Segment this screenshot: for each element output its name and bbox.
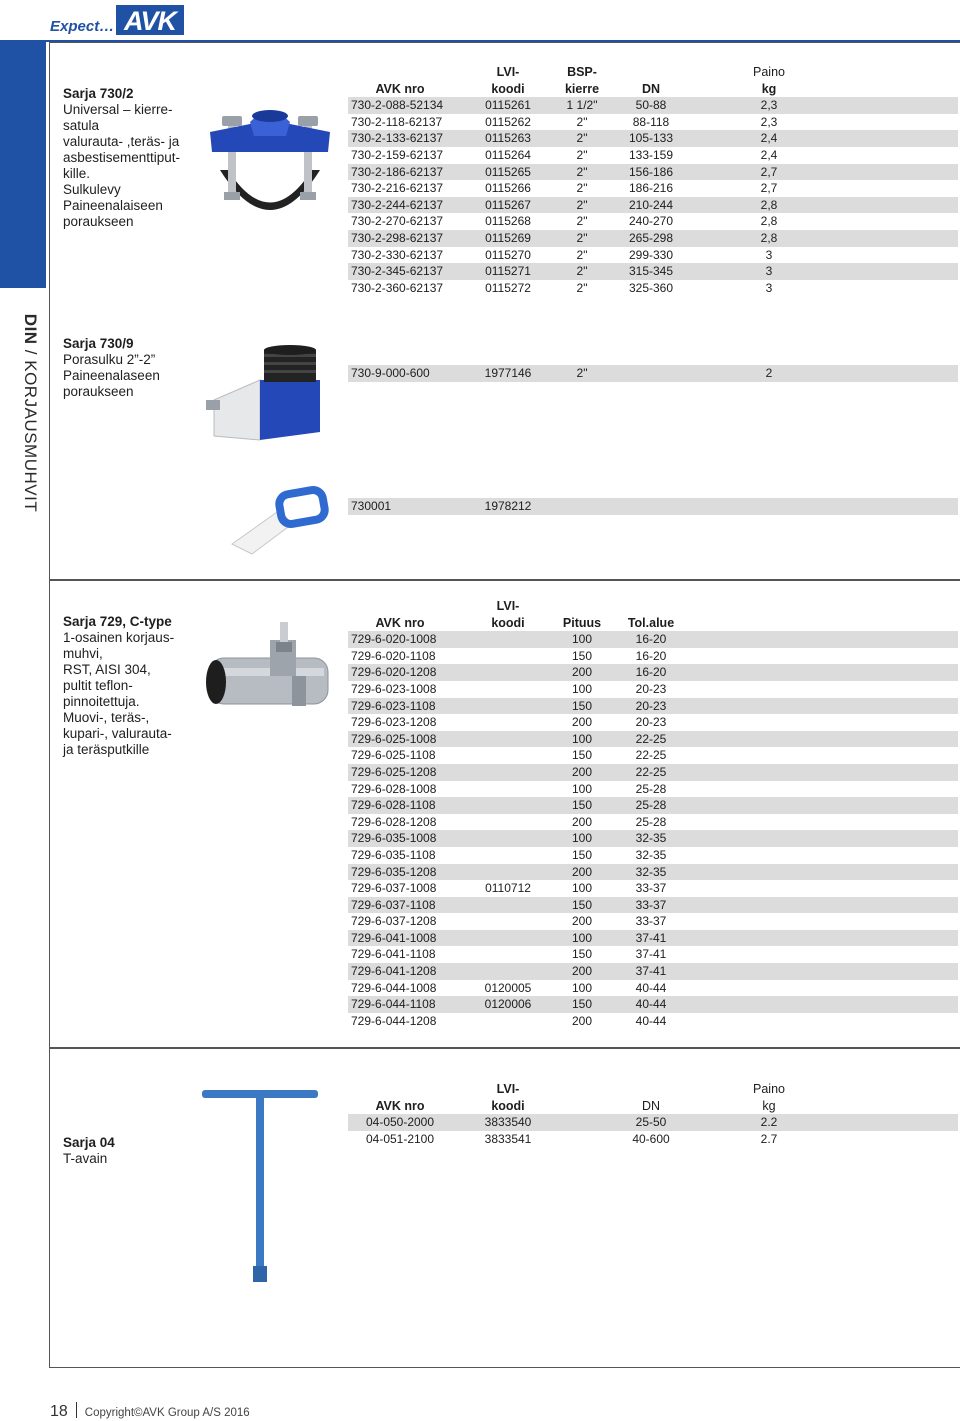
cell-pituus: 150 (571, 748, 593, 763)
table-row (348, 830, 958, 847)
series-title: Sarja 730/9 (63, 336, 134, 351)
col-lvi-header: LVI- (496, 1082, 520, 1096)
cell-bsp-kierre: 2" (576, 181, 588, 196)
cell-avk-nro: 730-2-133-62137 (351, 131, 444, 146)
cell-pituus: 100 (571, 881, 593, 896)
table-row (348, 847, 958, 864)
cell-lvi-koodi: 0110712 (485, 881, 531, 896)
cell-lvi-koodi: 0115265 (485, 164, 531, 179)
cell-tol-alue: 40-44 (635, 1013, 667, 1028)
cell-tol-alue: 20-23 (635, 715, 667, 730)
table-row (348, 180, 958, 197)
cell-avk-nro: 729-6-020-1208 (351, 665, 437, 680)
col-avk-header: AVK nro (375, 81, 425, 96)
cell-pituus: 200 (571, 715, 593, 730)
cell-pituus: 150 (571, 698, 593, 713)
cell-dn: 265-298 (628, 230, 674, 245)
description-line: satula (63, 118, 100, 133)
cell-paino: 2,8 (760, 230, 778, 245)
drilling-key-image (226, 484, 336, 564)
cell-dn: 186-216 (628, 181, 674, 196)
table-row (348, 781, 958, 798)
page-footer (50, 1402, 250, 1421)
col-dn-header: DN (641, 81, 661, 96)
table-sarja-730-9 (348, 365, 958, 382)
cell-tol-alue: 25-28 (635, 798, 667, 813)
t-key-image (196, 1084, 326, 1289)
cell-dn: 88-118 (632, 114, 670, 129)
cell-avk-nro: 729-6-037-1208 (351, 914, 437, 929)
cell-avk-nro: 730-2-159-62137 (351, 147, 444, 162)
table-sarja-04 (348, 1081, 958, 1147)
col-lvi-header: LVI- (496, 65, 520, 79)
table-header-row (348, 1098, 958, 1115)
cell-bsp-kierre: 2" (576, 197, 588, 212)
description-line: muhvi, (63, 646, 103, 661)
cell-pituus: 150 (571, 847, 593, 862)
cell-bsp-kierre: 2" (576, 114, 588, 129)
cell-dn: 156-186 (628, 164, 674, 179)
table-row (348, 913, 958, 930)
cell-lvi-koodi: 0115262 (485, 114, 531, 129)
cell-pituus: 100 (571, 731, 593, 746)
description-line: Sulkulevy (63, 182, 121, 197)
table-sarja-730-9-key (348, 498, 958, 515)
table-row (348, 365, 958, 382)
cell-lvi-koodi: 0120006 (484, 997, 532, 1012)
table-row (348, 97, 958, 114)
table-row (348, 698, 958, 715)
drilling-plug-image (200, 340, 340, 450)
table-row (348, 213, 958, 230)
table-row (348, 681, 958, 698)
repair-clamp-image (200, 618, 340, 728)
cell-bsp-kierre: 2" (576, 214, 588, 229)
cell-dn: 210-244 (628, 197, 674, 212)
cell-avk-nro: 730-2-244-62137 (351, 197, 444, 212)
cell-tol-alue: 32-35 (635, 864, 667, 879)
col-lvi-header: LVI- (496, 599, 520, 613)
cell-avk-nro: 729-6-025-1208 (351, 764, 437, 779)
table-row (348, 864, 958, 881)
cell-tol-alue: 37-41 (635, 930, 667, 945)
cell-pituus: 200 (571, 964, 593, 979)
cell-pituus: 100 (571, 632, 593, 647)
cell-avk-nro: 729-6-041-1208 (351, 964, 437, 979)
col-avk-header: AVK nro (375, 1098, 425, 1113)
table-row (348, 247, 958, 264)
cell-paino: 2,7 (760, 164, 778, 179)
cell-tol-alue: 32-35 (635, 847, 667, 862)
cell-avk-nro: 729-6-023-1008 (351, 681, 437, 696)
svg-text:AVK: AVK (123, 6, 177, 35)
cell-avk-nro: 729-6-025-1108 (351, 748, 436, 763)
cell-pituus: 150 (571, 798, 593, 813)
table-row (348, 1131, 958, 1148)
cell-lvi-koodi: 0120005 (484, 980, 532, 995)
cell-pituus: 100 (571, 831, 593, 846)
description-line: RST, AISI 304, (63, 662, 151, 677)
col-lvi-header: koodi (491, 1098, 525, 1113)
cell-avk-nro: 730-2-186-62137 (351, 164, 444, 179)
cell-paino: 2.2 (760, 1115, 778, 1130)
col-pituus-header: Pituus (562, 615, 602, 630)
cell-bsp-kierre: 2" (576, 264, 588, 279)
cell-avk-nro: 729-6-035-1108 (351, 847, 436, 862)
table-row (348, 498, 958, 515)
cell-avk-nro: 729-6-028-1208 (351, 814, 437, 829)
cell-avk-nro: 730-2-360-62137 (351, 280, 444, 295)
side-category-label: DIN / KORJAUSMUHVIT (21, 313, 40, 513)
table-header-row (348, 81, 958, 98)
cell-lvi-koodi: 0115272 (485, 280, 531, 295)
description-line: kupari-, valurauta- (63, 726, 172, 741)
cell-lvi-koodi: 0115271 (485, 264, 531, 279)
cell-pituus: 100 (571, 930, 593, 945)
cell-bsp-kierre: 1 1/2" (566, 98, 598, 113)
table-row (348, 930, 958, 947)
cell-pituus: 100 (571, 781, 593, 796)
cell-paino: 2,8 (760, 214, 778, 229)
cell-lvi-koodi: 0115270 (485, 247, 531, 262)
cell-paino: 2.7 (760, 1131, 778, 1146)
cell-avk-nro: 730-2-298-62137 (351, 230, 444, 245)
table-row (348, 996, 958, 1013)
description-line: poraukseen (63, 384, 134, 399)
description-line: valurauta- ,teräs- ja (63, 134, 180, 149)
cell-tol-alue: 16-20 (635, 632, 667, 647)
table-row (348, 731, 958, 748)
cell-bsp-kierre: 2" (576, 247, 588, 262)
cell-dn: 50-88 (635, 98, 667, 113)
cell-pituus: 200 (571, 764, 593, 779)
table-header-row (348, 615, 958, 632)
cell-bsp-kierre: 2" (576, 366, 588, 380)
table-row (348, 130, 958, 147)
cell-avk-nro: 729-6-044-1208 (351, 1013, 437, 1028)
cell-tol-alue: 25-28 (635, 781, 667, 796)
description-line: T-avain (63, 1151, 108, 1166)
cell-pituus: 150 (571, 947, 593, 962)
cell-avk-nro: 730001 (351, 499, 392, 513)
cell-dn: 240-270 (628, 214, 674, 229)
table-row (348, 648, 958, 665)
table-row (348, 714, 958, 731)
description-line: asbestisementtiput- (63, 150, 181, 165)
cell-avk-nro: 730-2-270-62137 (351, 214, 444, 229)
cell-lvi-koodi: 0115261 (485, 98, 531, 113)
cell-paino: 3 (765, 264, 773, 279)
cell-lvi-koodi: 0115266 (485, 181, 531, 196)
cell-avk-nro: 729-6-044-1108 (351, 997, 436, 1012)
series-title: Sarja 729, C-type (63, 614, 172, 629)
cell-avk-nro: 729-6-023-1208 (351, 715, 437, 730)
cell-pituus: 150 (571, 997, 593, 1012)
table-row (348, 1013, 958, 1030)
cell-tol-alue: 33-37 (635, 914, 667, 929)
description-line: Muovi-, teräs-, (63, 710, 150, 725)
table-row (348, 880, 958, 897)
table-sarja-729 (348, 598, 958, 1029)
cell-avk-nro: 729-6-037-1108 (351, 897, 436, 912)
description-line: Universal – kierre- (63, 102, 173, 117)
table-row (348, 747, 958, 764)
cell-pituus: 100 (571, 681, 593, 696)
table-header-row (348, 598, 958, 615)
cell-pituus: 100 (571, 980, 593, 995)
table-header-row (348, 64, 958, 81)
table-row (348, 897, 958, 914)
cell-avk-nro: 729-6-020-1108 (351, 648, 436, 663)
table-row (348, 980, 958, 997)
cell-avk-nro: 729-6-028-1008 (351, 781, 437, 796)
cell-paino: 2,8 (760, 197, 778, 212)
cell-avk-nro: 729-6-020-1008 (351, 632, 437, 647)
col-tol-alue-header: Tol.alue (627, 615, 675, 630)
cell-lvi-koodi: 0115269 (485, 230, 531, 245)
series-title: Sarja 730/2 (63, 86, 134, 101)
table-row (348, 797, 958, 814)
cell-tol-alue: 40-44 (635, 997, 667, 1012)
cell-tol-alue: 37-41 (635, 947, 667, 962)
col-lvi-header: koodi (491, 615, 525, 630)
cell-avk-nro: 729-6-044-1008 (351, 980, 437, 995)
series-730-9-description (63, 336, 160, 400)
cell-bsp-kierre: 2" (576, 280, 588, 295)
cell-tol-alue: 16-20 (635, 665, 667, 680)
col-avk-header: AVK nro (375, 615, 425, 630)
description-line: poraukseen (63, 214, 134, 229)
cell-lvi-koodi: 3833540 (484, 1115, 532, 1130)
table-row (348, 631, 958, 648)
cell-lvi-koodi: 3833541 (484, 1131, 532, 1146)
cell-avk-nro: 04-050-2000 (365, 1115, 435, 1130)
cell-avk-nro: 729-6-035-1208 (351, 864, 437, 879)
cell-tol-alue: 37-41 (635, 964, 667, 979)
table-row (348, 1114, 958, 1131)
series-04-description (63, 1135, 115, 1167)
table-row (348, 946, 958, 963)
cell-avk-nro: 729-6-023-1108 (351, 698, 436, 713)
description-line: kille. (63, 166, 91, 181)
section-color-tab (0, 42, 46, 288)
series-730-2-description (63, 86, 180, 230)
table-header-row (348, 1081, 958, 1098)
cell-tol-alue: 20-23 (635, 681, 667, 696)
cell-paino: 3 (765, 247, 773, 262)
description-line: Paineenalaseen (63, 368, 160, 383)
cell-avk-nro: 730-2-118-62137 (351, 114, 443, 129)
table-row (348, 664, 958, 681)
col-bsp-header: BSP- (567, 65, 597, 79)
cell-lvi-koodi: 0115267 (485, 197, 531, 212)
cell-avk-nro: 729-6-041-1008 (351, 930, 437, 945)
cell-avk-nro: 729-6-037-1008 (351, 881, 437, 896)
cell-paino: 3 (765, 280, 773, 295)
cell-paino: 2,4 (760, 131, 778, 146)
copyright-text: Copyright©AVK Group A/S 2016 (84, 1407, 250, 1419)
cell-lvi-koodi: 0115263 (485, 131, 531, 146)
cell-lvi-koodi: 1978212 (484, 499, 532, 513)
cell-tol-alue: 16-20 (635, 648, 667, 663)
cell-pituus: 200 (571, 864, 593, 879)
series-729-description (63, 614, 174, 758)
col-kg-header: Paino (753, 1082, 785, 1096)
description-line: pinnoitettuja. (63, 694, 140, 709)
cell-paino: 2,4 (760, 147, 778, 162)
cell-tol-alue: 22-25 (635, 731, 667, 746)
table-row (348, 197, 958, 214)
cell-avk-nro: 730-2-330-62137 (351, 247, 444, 262)
cell-pituus: 150 (571, 648, 593, 663)
cell-tol-alue: 25-28 (635, 814, 667, 829)
table-row (348, 280, 958, 297)
cell-tol-alue: 40-44 (635, 980, 667, 995)
cell-paino: 2,3 (760, 114, 778, 129)
footer-divider (76, 1402, 77, 1418)
cell-avk-nro: 04-051-2100 (365, 1131, 435, 1146)
description-line: 1-osainen korjaus- (63, 630, 175, 645)
cell-avk-nro: 730-9-000-600 (351, 366, 430, 380)
table-row (348, 764, 958, 781)
description-line: Porasulku 2”-2” (63, 352, 156, 367)
cell-dn: 133-159 (628, 147, 674, 162)
table-row (348, 263, 958, 280)
table-row (348, 963, 958, 980)
cell-bsp-kierre: 2" (576, 131, 588, 146)
col-kg-header: kg (762, 1098, 776, 1113)
table-row (348, 114, 958, 131)
table-row (348, 230, 958, 247)
cell-lvi-koodi: 1977146 (484, 366, 532, 380)
cell-dn: 325-360 (628, 280, 674, 295)
cell-avk-nro: 730-2-345-62137 (351, 264, 444, 279)
cell-pituus: 150 (571, 897, 593, 912)
cell-paino: 2,3 (760, 98, 778, 113)
table-row (348, 147, 958, 164)
description-line: Paineenalaiseen (63, 198, 163, 213)
col-bsp-header: kierre (564, 81, 600, 96)
cell-tol-alue: 33-37 (635, 897, 667, 912)
cell-dn: 40-600 (632, 1131, 670, 1146)
col-lvi-header: koodi (491, 81, 525, 96)
cell-dn: 25-50 (635, 1115, 667, 1130)
cell-bsp-kierre: 2" (576, 230, 588, 245)
col-kg-header: kg (761, 81, 777, 96)
cell-pituus: 200 (571, 665, 593, 680)
cell-tol-alue: 33-37 (635, 881, 667, 896)
cell-tol-alue: 22-25 (635, 764, 667, 779)
cell-avk-nro: 730-2-088-52134 (351, 98, 444, 113)
cell-avk-nro: 729-6-041-1108 (351, 947, 436, 962)
cell-lvi-koodi: 0115264 (485, 147, 531, 162)
cell-tol-alue: 32-35 (635, 831, 667, 846)
page-number: 18 (50, 1403, 68, 1420)
table-sarja-730-2 (348, 64, 958, 296)
cell-avk-nro: 730-2-216-62137 (351, 181, 444, 196)
col-dn-header: DN (641, 1098, 661, 1113)
cell-lvi-koodi: 0115268 (485, 214, 531, 229)
cell-pituus: 200 (571, 914, 593, 929)
cell-avk-nro: 729-6-025-1008 (351, 731, 437, 746)
cell-pituus: 200 (571, 814, 593, 829)
cell-dn: 299-330 (628, 247, 674, 262)
cell-bsp-kierre: 2" (576, 147, 588, 162)
table-row (348, 164, 958, 181)
avk-logo (116, 5, 184, 35)
cell-bsp-kierre: 2" (576, 164, 588, 179)
cell-tol-alue: 20-23 (635, 698, 667, 713)
tapping-saddle-image (200, 100, 340, 230)
expect-tagline: Expect… (50, 18, 115, 35)
cell-avk-nro: 729-6-028-1108 (351, 798, 436, 813)
description-line: pultit teflon- (63, 678, 133, 693)
page-header (0, 0, 960, 40)
cell-dn: 105-133 (628, 131, 674, 146)
table-row (348, 814, 958, 831)
cell-paino: 2 (765, 366, 773, 380)
cell-tol-alue: 22-25 (635, 748, 667, 763)
description-line: ja teräsputkille (63, 742, 150, 757)
series-title: Sarja 04 (63, 1135, 115, 1150)
cell-dn: 315-345 (628, 264, 674, 279)
col-kg-header: Paino (753, 65, 785, 79)
cell-avk-nro: 729-6-035-1008 (351, 831, 437, 846)
cell-paino: 2,7 (760, 181, 778, 196)
cell-pituus: 200 (571, 1013, 593, 1028)
